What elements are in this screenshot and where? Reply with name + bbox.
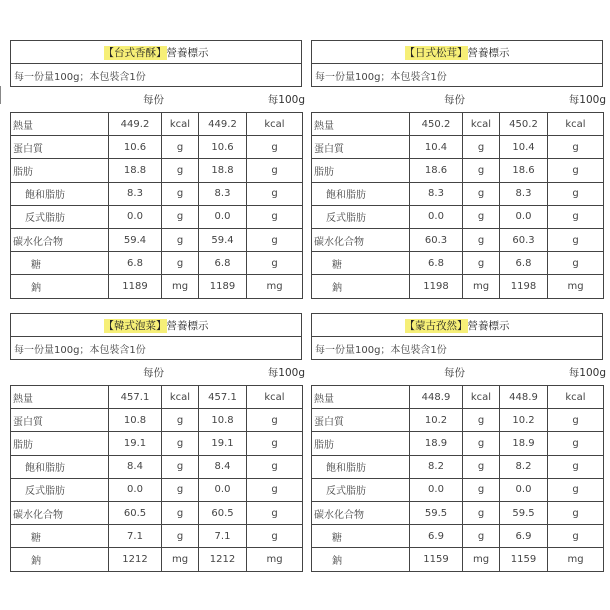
table-row xyxy=(11,252,303,275)
per-100g-unit: g xyxy=(247,455,303,478)
per-serving-value: 10.2 xyxy=(410,409,463,432)
per-serving-value: 1159 xyxy=(410,548,463,571)
nutrient-label: 碳水化合物 xyxy=(312,228,410,251)
table-row xyxy=(11,525,303,548)
title-suffix: 營養標示 xyxy=(467,46,510,59)
table-row xyxy=(11,113,303,136)
column-headers xyxy=(10,360,305,385)
nutrient-label: 碳水化合物 xyxy=(11,501,109,524)
serving-info: 每一份量100g；本包裝含1份 xyxy=(10,64,302,87)
per-100g-unit: g xyxy=(247,501,303,524)
per-100g-unit: g xyxy=(548,478,604,501)
per-serving-unit: g xyxy=(463,478,500,501)
per-100g-value: 6.8 xyxy=(500,252,548,275)
per-100g-unit: mg xyxy=(247,275,303,298)
table-row xyxy=(11,205,303,228)
per-100g-value: 457.1 xyxy=(199,386,247,409)
nutrition-table xyxy=(311,112,604,299)
nutrition-table xyxy=(10,112,303,299)
per-serving-unit: g xyxy=(162,478,199,501)
per-serving-unit: g xyxy=(463,136,500,159)
per-100g-value: 8.4 xyxy=(199,455,247,478)
per-serving-value: 449.2 xyxy=(109,113,162,136)
per-100g-unit: mg xyxy=(548,548,604,571)
per-100g-value: 18.6 xyxy=(500,159,548,182)
per-100g-unit: g xyxy=(548,455,604,478)
nutrient-label: 糖 xyxy=(11,252,109,275)
per-100g-unit: kcal xyxy=(247,113,303,136)
nutrient-label: 糖 xyxy=(11,525,109,548)
nutrient-label: 飽和脂肪 xyxy=(312,455,410,478)
nutrient-label: 碳水化合物 xyxy=(11,228,109,251)
serving-info: 每一份量100g；本包裝含1份 xyxy=(10,337,302,360)
per-100g-header: 每100g xyxy=(267,367,305,379)
per-100g-unit: g xyxy=(247,525,303,548)
nutrient-label: 飽和脂肪 xyxy=(11,182,109,205)
per-100g-value: 6.8 xyxy=(199,252,247,275)
per-100g-value: 19.1 xyxy=(199,432,247,455)
per-serving-unit: g xyxy=(463,205,500,228)
table-row xyxy=(312,228,604,251)
nutrition-table xyxy=(10,385,303,572)
per-serving-value: 59.5 xyxy=(410,501,463,524)
nutrition-panel-japanese xyxy=(311,40,606,299)
table-row xyxy=(312,113,604,136)
per-serving-value: 10.4 xyxy=(410,136,463,159)
serving-info: 每一份量100g；本包裝含1份 xyxy=(311,337,603,360)
product-name-highlight: 【韓式泡菜】 xyxy=(103,319,167,332)
per-100g-value: 10.6 xyxy=(199,136,247,159)
per-serving-value: 8.3 xyxy=(410,182,463,205)
per-100g-value: 8.2 xyxy=(500,455,548,478)
table-row xyxy=(312,525,604,548)
nutrient-label: 反式脂肪 xyxy=(312,478,410,501)
per-serving-unit: kcal xyxy=(463,113,500,136)
per-100g-unit: g xyxy=(247,432,303,455)
per-100g-value: 0.0 xyxy=(500,478,548,501)
per-serving-unit: g xyxy=(162,432,199,455)
per-serving-header: 每份 xyxy=(444,94,465,106)
nutrient-label: 蛋白質 xyxy=(312,409,410,432)
per-serving-value: 18.6 xyxy=(410,159,463,182)
table-row xyxy=(11,228,303,251)
per-100g-unit: g xyxy=(548,252,604,275)
nutrient-label: 脂肪 xyxy=(11,432,109,455)
table-row xyxy=(11,409,303,432)
per-serving-unit: kcal xyxy=(463,386,500,409)
per-serving-unit: g xyxy=(463,228,500,251)
per-100g-value: 59.4 xyxy=(199,228,247,251)
nutrient-label: 脂肪 xyxy=(312,159,410,182)
column-headers xyxy=(311,87,606,112)
per-serving-unit: mg xyxy=(162,275,199,298)
per-serving-value: 0.0 xyxy=(410,478,463,501)
per-serving-unit: g xyxy=(162,501,199,524)
per-serving-value: 457.1 xyxy=(109,386,162,409)
per-serving-unit: g xyxy=(463,432,500,455)
per-100g-value: 18.9 xyxy=(500,432,548,455)
table-row xyxy=(312,478,604,501)
per-serving-unit: g xyxy=(463,525,500,548)
table-row xyxy=(11,386,303,409)
per-100g-value: 0.0 xyxy=(199,205,247,228)
per-100g-unit: g xyxy=(548,228,604,251)
per-100g-value: 60.3 xyxy=(500,228,548,251)
per-serving-value: 450.2 xyxy=(410,113,463,136)
per-100g-value: 7.1 xyxy=(199,525,247,548)
per-100g-unit: g xyxy=(548,409,604,432)
per-100g-value: 8.3 xyxy=(199,182,247,205)
per-100g-value: 8.3 xyxy=(500,182,548,205)
per-serving-value: 7.1 xyxy=(109,525,162,548)
per-100g-unit: g xyxy=(548,501,604,524)
nutrient-label: 脂肪 xyxy=(312,432,410,455)
nutrient-label: 反式脂肪 xyxy=(11,205,109,228)
column-headers xyxy=(311,360,606,385)
table-row xyxy=(312,548,604,571)
per-serving-header: 每份 xyxy=(444,367,465,379)
nutrient-label: 飽和脂肪 xyxy=(11,455,109,478)
nutrient-label: 糖 xyxy=(312,525,410,548)
per-100g-value: 10.4 xyxy=(500,136,548,159)
per-100g-unit: g xyxy=(247,205,303,228)
title-suffix: 營養標示 xyxy=(467,319,510,332)
per-100g-value: 60.5 xyxy=(199,501,247,524)
nutrient-label: 蛋白質 xyxy=(11,409,109,432)
per-serving-value: 10.8 xyxy=(109,409,162,432)
per-serving-value: 60.3 xyxy=(410,228,463,251)
per-serving-header: 每份 xyxy=(143,367,164,379)
per-100g-unit: g xyxy=(548,205,604,228)
per-serving-value: 18.9 xyxy=(410,432,463,455)
nutrient-label: 糖 xyxy=(312,252,410,275)
table-row xyxy=(11,455,303,478)
per-100g-unit: g xyxy=(548,159,604,182)
product-name-highlight: 【蒙古孜然】 xyxy=(404,319,468,332)
nutrition-panel-taiwanese xyxy=(10,40,305,299)
nutrient-label: 碳水化合物 xyxy=(312,501,410,524)
per-serving-value: 8.3 xyxy=(109,182,162,205)
product-name-highlight: 【日式松茸】 xyxy=(404,46,468,59)
per-100g-value: 6.9 xyxy=(500,525,548,548)
per-100g-unit: g xyxy=(548,432,604,455)
per-serving-unit: kcal xyxy=(162,386,199,409)
per-serving-unit: g xyxy=(463,501,500,524)
table-row xyxy=(312,159,604,182)
per-100g-value: 1198 xyxy=(500,275,548,298)
panel-title xyxy=(10,313,302,337)
serving-info: 每一份量100g；本包裝含1份 xyxy=(311,64,603,87)
table-row xyxy=(11,432,303,455)
per-serving-unit: g xyxy=(463,455,500,478)
table-row xyxy=(312,386,604,409)
table-row xyxy=(11,182,303,205)
per-serving-unit: g xyxy=(463,159,500,182)
per-100g-header: 每100g xyxy=(267,94,305,106)
per-serving-unit: g xyxy=(463,409,500,432)
table-row xyxy=(312,275,604,298)
per-serving-value: 0.0 xyxy=(410,205,463,228)
table-row xyxy=(312,409,604,432)
title-suffix: 營養標示 xyxy=(166,319,209,332)
nutrient-label: 蛋白質 xyxy=(312,136,410,159)
per-serving-unit: g xyxy=(162,228,199,251)
nutrient-label: 飽和脂肪 xyxy=(312,182,410,205)
table-row xyxy=(11,275,303,298)
per-serving-unit: g xyxy=(162,136,199,159)
table-row xyxy=(11,159,303,182)
per-100g-unit: kcal xyxy=(548,386,604,409)
per-serving-value: 60.5 xyxy=(109,501,162,524)
table-row xyxy=(312,501,604,524)
per-serving-value: 8.4 xyxy=(109,455,162,478)
nutrient-label: 反式脂肪 xyxy=(312,205,410,228)
table-row xyxy=(312,432,604,455)
table-row xyxy=(312,182,604,205)
per-serving-value: 6.8 xyxy=(410,252,463,275)
per-serving-value: 1198 xyxy=(410,275,463,298)
per-serving-unit: g xyxy=(162,455,199,478)
nutrient-label: 鈉 xyxy=(11,275,109,298)
per-serving-value: 6.8 xyxy=(109,252,162,275)
table-row xyxy=(11,548,303,571)
table-row xyxy=(312,205,604,228)
per-100g-unit: g xyxy=(247,409,303,432)
table-row xyxy=(312,252,604,275)
per-serving-unit: kcal xyxy=(162,113,199,136)
per-serving-value: 59.4 xyxy=(109,228,162,251)
per-serving-value: 448.9 xyxy=(410,386,463,409)
per-100g-unit: mg xyxy=(247,548,303,571)
per-100g-value: 1212 xyxy=(199,548,247,571)
per-serving-unit: mg xyxy=(162,548,199,571)
nutrient-label: 反式脂肪 xyxy=(11,478,109,501)
nutrient-label: 鈉 xyxy=(312,548,410,571)
per-serving-unit: g xyxy=(162,159,199,182)
panel-title xyxy=(10,40,302,64)
per-serving-unit: g xyxy=(162,409,199,432)
per-100g-unit: g xyxy=(247,478,303,501)
nutrition-panel-mongolian xyxy=(311,313,606,572)
per-100g-unit: g xyxy=(548,182,604,205)
per-serving-value: 19.1 xyxy=(109,432,162,455)
per-serving-unit: g xyxy=(162,182,199,205)
panel-title xyxy=(311,40,603,64)
per-serving-unit: g xyxy=(162,205,199,228)
table-row xyxy=(11,478,303,501)
per-serving-unit: g xyxy=(162,252,199,275)
per-100g-value: 1189 xyxy=(199,275,247,298)
nutrition-table xyxy=(311,385,604,572)
per-100g-unit: g xyxy=(548,525,604,548)
per-serving-unit: g xyxy=(162,525,199,548)
product-name-highlight: 【台式香酥】 xyxy=(103,46,167,59)
per-100g-header: 每100g xyxy=(568,367,606,379)
per-100g-value: 10.8 xyxy=(199,409,247,432)
nutrition-panel-korean xyxy=(10,313,305,572)
per-100g-value: 10.2 xyxy=(500,409,548,432)
nutrient-label: 鈉 xyxy=(312,275,410,298)
per-100g-unit: g xyxy=(247,228,303,251)
panel-title xyxy=(311,313,603,337)
nutrient-label: 熱量 xyxy=(312,113,410,136)
per-100g-value: 0.0 xyxy=(199,478,247,501)
nutrient-label: 熱量 xyxy=(312,386,410,409)
per-serving-value: 0.0 xyxy=(109,205,162,228)
per-100g-value: 448.9 xyxy=(500,386,548,409)
per-100g-unit: kcal xyxy=(548,113,604,136)
per-100g-value: 450.2 xyxy=(500,113,548,136)
per-100g-header: 每100g xyxy=(568,94,606,106)
per-100g-value: 0.0 xyxy=(500,205,548,228)
per-serving-unit: mg xyxy=(463,548,500,571)
per-100g-unit: kcal xyxy=(247,386,303,409)
per-100g-unit: g xyxy=(247,182,303,205)
per-serving-value: 10.6 xyxy=(109,136,162,159)
title-suffix: 營養標示 xyxy=(166,46,209,59)
per-serving-unit: mg xyxy=(463,275,500,298)
left-edge-mark xyxy=(0,86,1,104)
nutrient-label: 熱量 xyxy=(11,386,109,409)
per-100g-value: 449.2 xyxy=(199,113,247,136)
per-serving-value: 1189 xyxy=(109,275,162,298)
nutrient-label: 鈉 xyxy=(11,548,109,571)
per-serving-value: 6.9 xyxy=(410,525,463,548)
per-100g-unit: g xyxy=(247,252,303,275)
nutrient-label: 熱量 xyxy=(11,113,109,136)
per-serving-unit: g xyxy=(463,182,500,205)
table-row xyxy=(11,136,303,159)
per-100g-unit: g xyxy=(247,136,303,159)
table-row xyxy=(312,136,604,159)
per-serving-header: 每份 xyxy=(143,94,164,106)
per-100g-value: 1159 xyxy=(500,548,548,571)
per-serving-value: 18.8 xyxy=(109,159,162,182)
per-100g-value: 18.8 xyxy=(199,159,247,182)
per-100g-unit: g xyxy=(247,159,303,182)
per-serving-value: 1212 xyxy=(109,548,162,571)
per-serving-value: 0.0 xyxy=(109,478,162,501)
per-serving-unit: g xyxy=(463,252,500,275)
per-100g-value: 59.5 xyxy=(500,501,548,524)
per-serving-value: 8.2 xyxy=(410,455,463,478)
table-row xyxy=(11,501,303,524)
nutrient-label: 蛋白質 xyxy=(11,136,109,159)
nutrient-label: 脂肪 xyxy=(11,159,109,182)
per-100g-unit: g xyxy=(548,136,604,159)
column-headers xyxy=(10,87,305,112)
per-100g-unit: mg xyxy=(548,275,604,298)
table-row xyxy=(312,455,604,478)
